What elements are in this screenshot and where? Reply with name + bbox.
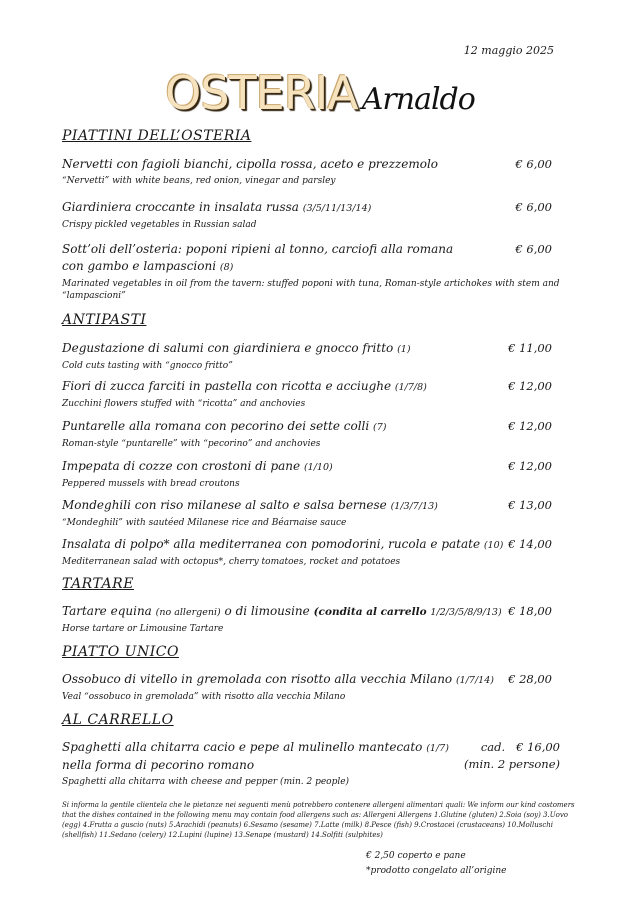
item-description: Veal “ossobuco in gremolada” with risotto alla vecchia Milano bbox=[62, 692, 346, 702]
menu-item bbox=[62, 156, 562, 187]
item-description: Marinated vegetables in oil from the tavern: stuffed poponi with tuna, Roman-style artichokes with stem and “lampascioni” bbox=[62, 279, 560, 301]
item-name: Spaghetti alla chitarra cacio e pepe al mulinello mantecato (1/7) bbox=[62, 740, 449, 754]
item-allergens: (8) bbox=[219, 262, 234, 273]
item-description: Zucchini flowers stuffed with “ricotta” and anchovies bbox=[62, 399, 306, 409]
section-piattini-heading: PIATTINI DELL’OSTERIA bbox=[62, 128, 252, 144]
item-name: Degustazione di salumi con giardiniera e gnocco fritto (1) bbox=[62, 341, 411, 355]
item-min-persons: (min. 2 persone) bbox=[464, 757, 560, 771]
menu-item bbox=[62, 199, 562, 231]
item-description: Cold cuts tasting with “gnocco fritto” bbox=[62, 361, 233, 371]
item-price: € 6,00 bbox=[515, 200, 552, 214]
item-name: Tartare equina (no allergeni) o di limousine (condita al carrello 1/2/3/5/8/9/13) bbox=[62, 604, 502, 618]
item-name-continued: nella forma di pecorino romano bbox=[62, 758, 255, 772]
item-price: € 13,00 bbox=[508, 498, 552, 512]
restaurant-logo bbox=[0, 66, 640, 120]
item-description: “Nervetti” with white beans, red onion, vinegar and parsley bbox=[62, 176, 336, 186]
cover-charge: € 2,50 coperto e pane bbox=[366, 851, 466, 861]
menu-item bbox=[62, 536, 562, 568]
item-description: Crispy pickled vegetables in Russian salad bbox=[62, 220, 257, 230]
item-price: € 18,00 bbox=[508, 604, 552, 618]
item-price: cad. € 16,00 bbox=[480, 740, 560, 754]
item-allergens: (1/7/8) bbox=[394, 382, 427, 393]
item-price: € 6,00 bbox=[515, 242, 552, 256]
menu-item bbox=[62, 241, 562, 302]
allergen-notice: Si informa la gentile clientela che le pietanze nei seguenti menù potrebbero contenere allergeni alimentari quali: We inform our kind costomers that the dishes contained in the following menu may contain food allergens such as: Allergeni Allergens 1.Glutine (gluten) 2.Soia (soy) 3.Uovo (egg) 4.Frutta a guscio (nuts) 5.Arachidi (peanuts) 6.Sesamo (sesame) 7.Latte (milk) 8.Pesce (fish) 9.Crostacei (crustaceans) 10.Molluschi (shellfish) 11.Sedano (celery) 12.Lupini (lupine) 13.Senape (mustard) 14.Solfiti (sulphites) bbox=[62, 801, 575, 839]
section-piatto-unico-heading: PIATTO UNICO bbox=[62, 644, 179, 660]
menu-item bbox=[62, 671, 562, 703]
item-price: € 28,00 bbox=[508, 672, 552, 686]
menu-item bbox=[62, 418, 562, 450]
item-name: Nervetti con fagioli bianchi, cipolla rossa, aceto e prezzemolo bbox=[62, 157, 439, 171]
item-bold-note: (condita al carrello bbox=[313, 606, 427, 618]
item-name: Insalata di polpo* alla mediterranea con pomodorini, rucola e patate (10) bbox=[62, 537, 504, 551]
menu-item bbox=[62, 378, 562, 410]
item-price: € 12,00 bbox=[508, 379, 552, 393]
item-name: Ossobuco di vitello in gremolada con risotto alla vecchia Milano (1/7/14) bbox=[62, 672, 494, 686]
item-price: € 6,00 bbox=[515, 157, 552, 171]
item-name: Puntarelle alla romana con pecorino dei sette colli (7) bbox=[62, 419, 387, 433]
item-name: Fiori di zucca farciti in pastella con ricotta e acciughe (1/7/8) bbox=[62, 379, 427, 393]
logo-arnaldo: Arnaldo bbox=[361, 82, 475, 117]
menu-item bbox=[62, 340, 562, 372]
item-allergens: (10) bbox=[483, 540, 504, 551]
item-allergens: (7) bbox=[373, 422, 387, 433]
item-description: Spaghetti alla chitarra with cheese and pepper (min. 2 people) bbox=[62, 777, 350, 787]
item-description: “Mondeghili” with sautéed Milanese rice and Béarnaise sauce bbox=[62, 518, 347, 528]
item-price: € 11,00 bbox=[508, 341, 552, 355]
item-description: Mediterranean salad with octopus*, cherry tomatoes, rocket and potatoes bbox=[62, 557, 401, 567]
item-price: € 12,00 bbox=[508, 419, 552, 433]
item-allergens: (3/5/11/13/14) bbox=[302, 203, 372, 214]
item-description: Roman-style “puntarelle” with “pecorino” and anchovies bbox=[62, 439, 321, 449]
item-name: Impepata di cozze con crostoni di pane (1/10) bbox=[62, 459, 333, 473]
item-price: € 14,00 bbox=[508, 537, 552, 551]
item-name-continued: con gambo e lampascioni (8) bbox=[62, 259, 234, 273]
menu-item bbox=[62, 458, 562, 490]
item-price: € 12,00 bbox=[508, 459, 552, 473]
item-description: Horse tartare or Limousine Tartare bbox=[62, 624, 224, 634]
menu-item bbox=[62, 497, 562, 529]
logo-osteria: OSTERIA bbox=[165, 66, 358, 120]
item-name: Mondeghili con riso milanese al salto e salsa bernese (1/3/7/13) bbox=[62, 498, 438, 512]
section-tartare-heading: TARTARE bbox=[62, 576, 134, 592]
item-name: Giardiniera croccante in insalata russa (3/5/11/13/14) bbox=[62, 200, 372, 214]
item-allergens: (1) bbox=[397, 344, 411, 355]
item-allergens: (1/7/14) bbox=[455, 675, 494, 686]
item-name: Sott’oli dell’osteria: poponi ripieni al tonno, carciofi alla romana bbox=[62, 242, 454, 256]
menu-item bbox=[62, 603, 562, 635]
section-antipasti-heading: ANTIPASTI bbox=[62, 312, 147, 328]
item-allergens: 1/2/3/5/8/9/13) bbox=[430, 607, 502, 618]
item-note: (no allergeni) bbox=[155, 607, 221, 618]
item-allergens: (1/3/7/13) bbox=[390, 501, 438, 512]
item-allergens: (1/7) bbox=[426, 743, 449, 754]
item-description: Peppered mussels with bread croutons bbox=[62, 479, 240, 489]
frozen-product-note: *prodotto congelato all’origine bbox=[366, 866, 507, 876]
item-allergens: (1/10) bbox=[303, 462, 333, 473]
menu-date: 12 maggio 2025 bbox=[463, 44, 554, 57]
section-carrello-heading: AL CARRELLO bbox=[62, 712, 174, 728]
